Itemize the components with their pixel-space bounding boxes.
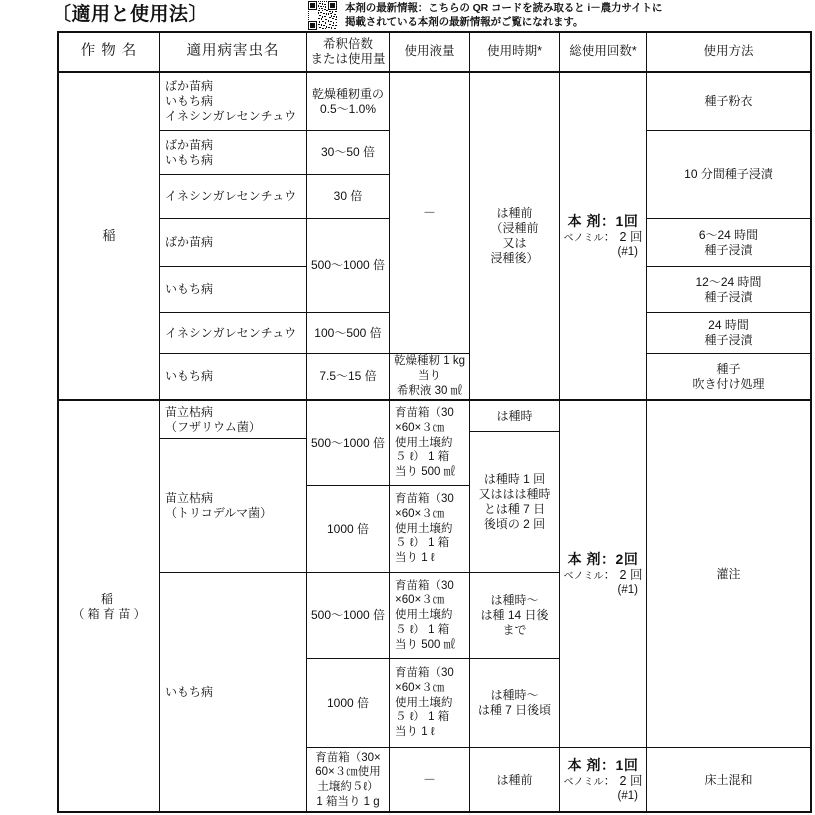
total-uses-benomyl-value: ： 2 回 <box>603 229 643 244</box>
column-header-total-uses: 総使用回数* <box>559 33 646 71</box>
section2-crop-name <box>59 399 159 812</box>
total-uses-footnote: (#1) <box>617 584 638 597</box>
volume-line: 育苗箱（30 <box>395 407 454 420</box>
method-line: 種子 <box>716 361 741 376</box>
column-header-pest: 適用病害虫名 <box>159 33 306 71</box>
total-uses-main: 本 剤：2回 <box>567 550 639 567</box>
dilution-line: 1 箱当り 1 g <box>316 795 380 808</box>
section2-timing-5: は種前 <box>469 747 559 812</box>
application-usage-table <box>57 31 812 813</box>
method-line: 種子浸漬 <box>704 333 753 347</box>
timing-line: 浸種後） <box>490 251 539 265</box>
section1-pest-row-2 <box>159 130 306 174</box>
total-uses-benomyl-label: ベノミル <box>563 232 604 244</box>
qr-code-icon <box>307 0 338 31</box>
dilution-line: 乾燥種籾重の <box>311 86 384 101</box>
timing-line: まで <box>502 623 527 637</box>
volume-line: ５ ℓ） 1 箱 <box>395 711 450 724</box>
volume-line: 当り 1 ℓ <box>395 552 435 565</box>
volume-line: 当り <box>418 370 441 383</box>
section1-pest-row-7: いもち病 <box>159 353 306 399</box>
pest-line: いもち病 <box>165 94 214 108</box>
section1-dilution-row-6: 100～500 倍 <box>306 312 389 353</box>
pest-line: （フザリウム菌） <box>165 419 261 434</box>
column-header-timing: 使用時期* <box>469 33 559 71</box>
volume-line: 育苗箱（30 <box>395 493 454 506</box>
section2-timing-1: は種時 <box>469 399 559 431</box>
volume-line: 育苗箱（30 <box>395 667 454 680</box>
section2-method-soil-mixing: 床土混和 <box>646 747 810 812</box>
section1-pest-row-5: いもち病 <box>159 266 306 312</box>
section2-volume-1 <box>389 399 469 485</box>
document-header <box>0 0 815 30</box>
timing-line: は種時 1 回 <box>483 472 546 486</box>
volume-line: 当り 1 ℓ <box>395 726 435 739</box>
section1-pest-row-6: イネシンガレセンチュウ <box>159 312 306 353</box>
dilution-line: 土壌約５ℓ） <box>317 781 379 793</box>
timing-line: は種時～ <box>490 688 539 702</box>
volume-line: ５ ℓ） 1 箱 <box>395 623 450 636</box>
section2-volume-2 <box>389 485 469 572</box>
section1-dilution-row-1 <box>306 71 389 130</box>
volume-line: 使用土壌約 <box>395 436 453 449</box>
timing-line: は種前 <box>496 206 533 220</box>
timing-line: とは種 7 日 <box>483 502 546 516</box>
section2-total-uses-a <box>559 399 646 747</box>
dilution-line: 60×３㎝使用 <box>315 766 381 779</box>
section2-total-uses-b <box>559 747 646 812</box>
pest-line: ばか苗病 <box>165 79 214 93</box>
section2-timing-4 <box>469 658 559 747</box>
section1-crop-name: 稲 <box>59 71 159 399</box>
total-uses-benomyl-value: ： 2 回 <box>603 567 643 582</box>
crop-line: （ 箱 育 苗 ） <box>72 606 146 621</box>
pest-line: ばか苗病 <box>165 137 214 152</box>
column-header-dilution-line2: または使用量 <box>310 52 386 66</box>
method-line: 6～24 時間 <box>698 227 759 242</box>
volume-line: 使用土壌約 <box>395 609 453 622</box>
pest-line: イネシンガレセンチュウ <box>165 109 297 123</box>
pest-line: いもち病 <box>165 152 214 167</box>
section1-pest-row-4: ばか苗病 <box>159 218 306 266</box>
section2-pest-trichoderma <box>159 438 306 572</box>
section2-dilution-5 <box>306 747 389 812</box>
qr-note-line-2: 掲載されている本剤の最新情報がご覧になれます。 <box>345 16 584 29</box>
total-uses-benomyl-label: ベノミル <box>563 570 604 582</box>
method-line: 12～24 時間 <box>695 274 762 289</box>
volume-line: 当り 500 ㎖ <box>395 638 456 651</box>
section2-timing-2 <box>469 431 559 572</box>
section1-dilution-row-2: 30～50 倍 <box>306 130 389 174</box>
volume-line: 使用土壌約 <box>395 696 453 709</box>
section1-method-row-5 <box>646 266 810 312</box>
section1-volume-dash: － <box>389 71 469 353</box>
timing-line: は種 7 日後頃 <box>477 703 552 717</box>
section1-dilution-row-3: 30 倍 <box>306 174 389 218</box>
timing-line: 又は <box>502 236 527 250</box>
volume-line: 希釈液 30 ㎖ <box>396 384 463 397</box>
column-header-crop: 作 物 名 <box>80 43 138 60</box>
section2-dilution-4: 1000 倍 <box>306 658 389 747</box>
volume-line: 使用土壌約 <box>395 522 453 535</box>
section1-total-uses <box>559 71 646 399</box>
timing-line: は種 14 日後 <box>480 608 549 622</box>
volume-line: ×60×３㎝ <box>395 507 445 520</box>
dilution-line: 0.5～1.0% <box>319 101 377 116</box>
section2-volume-4 <box>389 658 469 747</box>
section1-method-rows-2-3: 10 分間種子浸漬 <box>646 130 810 218</box>
method-line: 吹き付け処理 <box>692 376 765 391</box>
total-uses-main: 本 剤：1回 <box>567 212 639 229</box>
timing-line: 後頃の 2 回 <box>483 517 546 531</box>
section2-method-irrigation: 灌注 <box>646 399 810 747</box>
total-uses-footnote: (#1) <box>617 790 638 803</box>
section2-volume-5: － <box>389 747 469 812</box>
total-uses-footnote: (#1) <box>617 246 638 259</box>
section1-pest-row-1 <box>159 71 306 130</box>
volume-line: ５ ℓ） 1 箱 <box>395 451 450 464</box>
method-line: 種子浸漬 <box>704 289 753 304</box>
total-uses-main: 本 剤：1回 <box>567 756 639 773</box>
column-header-dilution-line1: 希釈倍数 <box>322 37 373 52</box>
method-line: 24 時間 <box>708 318 749 332</box>
section1-pest-row-3: イネシンガレセンチュウ <box>159 174 306 218</box>
section1-dilution-rows-4-5: 500～1000 倍 <box>306 218 389 312</box>
column-header-volume: 使用液量 <box>389 33 469 71</box>
section1-method-row-1: 種子粉衣 <box>646 71 810 130</box>
timing-line: 又ははは種時 <box>478 487 551 501</box>
qr-note-line-1: 本剤の最新情報：こちらの QR コードを読み取ると i－農力サイトに <box>345 2 663 14</box>
section1-dilution-row-7: 7.5～15 倍 <box>306 353 389 399</box>
volume-line: ５ ℓ） 1 箱 <box>395 537 450 550</box>
volume-line: ×60×３㎝ <box>395 681 445 694</box>
pest-line: 苗立枯病 <box>165 490 214 505</box>
section2-pest-fusarium <box>159 399 306 438</box>
total-uses-benomyl-value: ： 2 回 <box>603 773 643 788</box>
pest-line: 苗立枯病 <box>165 404 214 419</box>
page-title: 〔適用と使用法〕 <box>52 4 209 25</box>
pest-line: （トリコデルマ菌） <box>165 505 273 520</box>
timing-line: （浸種前 <box>490 221 539 235</box>
crop-line: 稲 <box>100 591 117 606</box>
section1-timing <box>469 71 559 399</box>
volume-line: 当り 500 ㎖ <box>395 466 456 479</box>
timing-line: は種時～ <box>490 593 539 607</box>
section2-volume-3 <box>389 572 469 658</box>
section2-dilution-2: 1000 倍 <box>306 485 389 572</box>
volume-line: 乾燥種籾 1 kg <box>394 355 465 368</box>
column-header-dilution <box>306 33 389 71</box>
section1-method-row-4 <box>646 218 810 266</box>
qr-code-note <box>345 1 815 29</box>
total-uses-benomyl-label: ベノミル <box>563 776 604 788</box>
section2-dilution-1: 500～1000 倍 <box>306 399 389 485</box>
section2-timing-3 <box>469 572 559 658</box>
section1-method-row-6 <box>646 312 810 353</box>
section2-dilution-3: 500～1000 倍 <box>306 572 389 658</box>
column-header-method: 使用方法 <box>646 33 810 71</box>
volume-line: ×60×３㎝ <box>395 421 445 434</box>
method-line: 種子浸漬 <box>704 242 753 257</box>
dilution-line: 育苗箱（30× <box>315 751 381 764</box>
section2-pest-blast: いもち病 <box>159 572 306 812</box>
volume-line: ×60×３㎝ <box>395 594 445 607</box>
volume-line: 育苗箱（30 <box>395 579 454 592</box>
section1-method-row-7 <box>646 353 810 399</box>
section1-volume-row-7 <box>389 353 469 399</box>
